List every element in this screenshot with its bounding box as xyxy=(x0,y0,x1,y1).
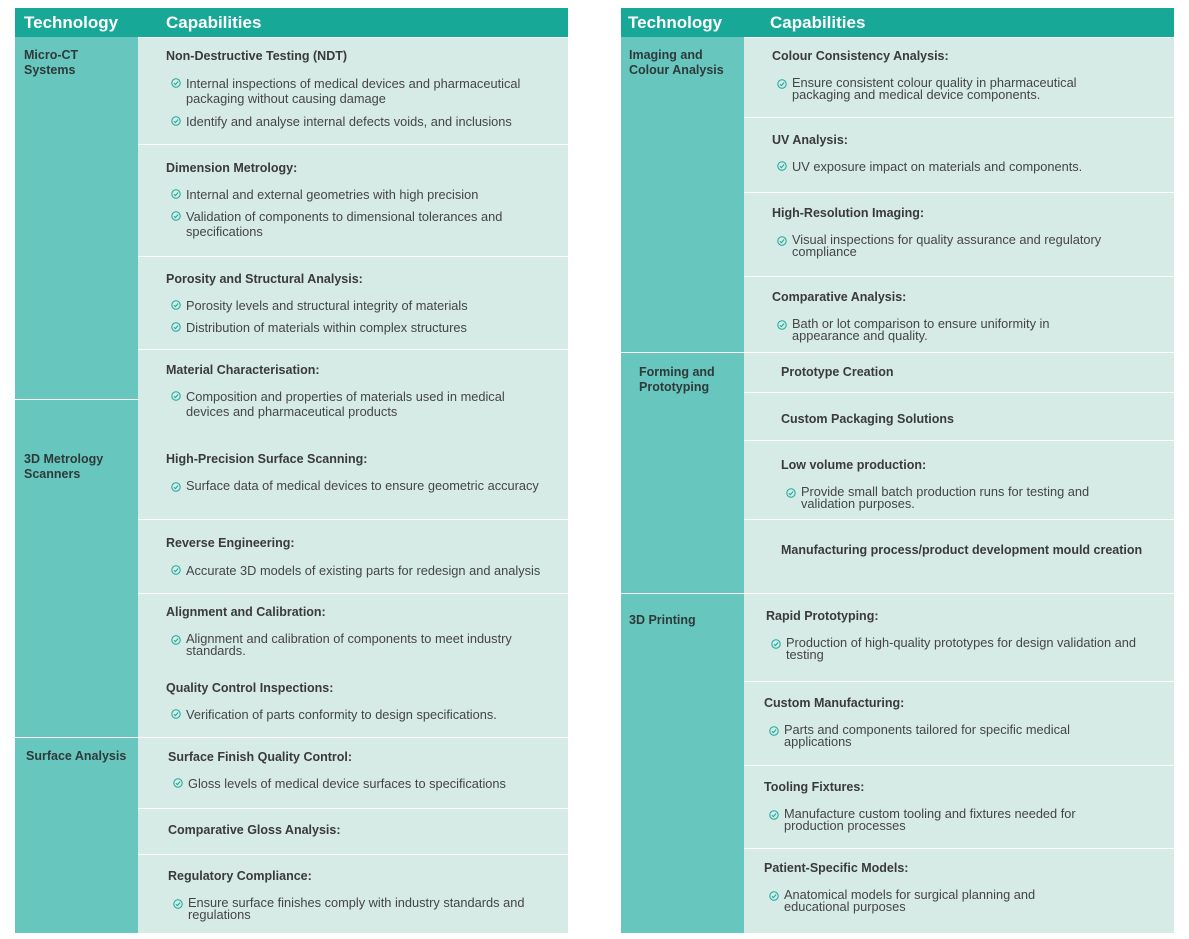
capability-title: Rapid Prototyping: xyxy=(766,609,879,623)
capability-title: Custom Manufacturing: xyxy=(764,696,905,710)
capability-title: High-Precision Surface Scanning: xyxy=(166,452,368,466)
capability-title: Non-Destructive Testing (NDT) xyxy=(166,49,348,63)
check-circle-icon xyxy=(173,778,183,788)
check-circle-icon xyxy=(777,320,787,330)
capability-title: Quality Control Inspections: xyxy=(166,681,334,695)
right-header-capabilities: Capabilities xyxy=(744,8,1174,37)
capability-row xyxy=(138,737,568,808)
technology-label: 3D Metrology Scanners xyxy=(24,452,104,481)
check-circle-icon xyxy=(769,810,779,820)
capability-title: Comparative Analysis: xyxy=(772,290,907,304)
capability-row xyxy=(744,117,1174,192)
capability-bullet: UV exposure impact on materials and components. xyxy=(792,159,1162,174)
capability-title: Manufacturing process/product development mould creation xyxy=(781,543,1143,557)
capability-bullet: Identify and analyse internal defects voids, and inclusions xyxy=(186,114,561,129)
capability-title: Comparative Gloss Analysis: xyxy=(168,823,341,837)
check-circle-icon xyxy=(171,709,181,719)
capability-title: Patient-Specific Models: xyxy=(764,861,909,875)
check-circle-icon xyxy=(771,639,781,649)
check-circle-icon xyxy=(171,322,181,332)
capability-title: Prototype Creation xyxy=(781,365,894,379)
capability-bullet: Anatomical models for surgical planning and educational purposes xyxy=(784,889,1084,912)
check-circle-icon xyxy=(171,189,181,199)
capability-row xyxy=(138,519,568,593)
check-circle-icon xyxy=(171,635,181,645)
technology-label: Imaging and Colour Analysis xyxy=(629,48,724,77)
left-header-capabilities: Capabilities xyxy=(138,8,568,37)
capability-bullet: Production of high-quality prototypes for design validation and testing xyxy=(786,637,1156,660)
capability-title: Reverse Engineering: xyxy=(166,536,295,550)
technology-label: Surface Analysis xyxy=(26,749,127,763)
capability-bullet: Alignment and calibration of components to meet industry standards. xyxy=(186,633,551,656)
capability-bullet: Porosity levels and structural integrity of materials xyxy=(186,298,561,313)
check-circle-icon xyxy=(171,116,181,126)
capability-bullet: Surface data of medical devices to ensure geometric accuracy xyxy=(186,480,541,492)
capability-bullet: Distribution of materials within complex structures xyxy=(186,320,561,335)
capability-bullet: Visual inspections for quality assurance and regulatory compliance xyxy=(792,234,1137,257)
capability-title: Porosity and Structural Analysis: xyxy=(166,272,363,286)
check-circle-icon xyxy=(171,78,181,88)
capability-bullet: Gloss levels of medical device surfaces to specifications xyxy=(188,776,563,791)
check-circle-icon xyxy=(777,79,787,89)
technology-cell-3d-metrology xyxy=(15,400,138,737)
technology-label: 3D Printing xyxy=(629,613,696,627)
check-circle-icon xyxy=(786,488,796,498)
capability-bullet: Parts and components tailored for specific medical applications xyxy=(784,724,1124,747)
technology-cell-imaging xyxy=(621,37,744,352)
technology-cell-surface-analysis xyxy=(15,738,138,933)
check-circle-icon xyxy=(171,300,181,310)
capability-title: Regulatory Compliance: xyxy=(168,869,312,883)
capability-title: UV Analysis: xyxy=(772,133,848,147)
capability-title: Surface Finish Quality Control: xyxy=(168,750,353,764)
capability-bullet: Composition and properties of materials used in medical devices and pharmaceutical products xyxy=(186,389,551,419)
check-circle-icon xyxy=(171,211,181,221)
capability-title: Tooling Fixtures: xyxy=(764,780,865,794)
capability-title: Alignment and Calibration: xyxy=(166,605,326,619)
right-table xyxy=(621,8,1174,933)
capability-bullet: Manufacture custom tooling and fixtures needed for production processes xyxy=(784,808,1124,831)
capability-bullet: Internal and external geometries with high precision xyxy=(186,187,561,202)
capability-bullet: Ensure surface finishes comply with industry standards and regulations xyxy=(188,897,558,920)
capability-bullet: Bath or lot comparison to ensure uniformity in appearance and quality. xyxy=(792,318,1092,341)
right-header-technology: Technology xyxy=(621,8,744,37)
check-circle-icon xyxy=(769,726,779,736)
technology-cell-3d-printing xyxy=(621,594,744,933)
capability-title: Colour Consistency Analysis: xyxy=(772,49,949,63)
technology-cell-micro-ct xyxy=(15,37,138,399)
capability-title: High-Resolution Imaging: xyxy=(772,206,925,220)
check-circle-icon xyxy=(777,236,787,246)
technology-label: Micro-CT Systems xyxy=(24,48,79,77)
check-circle-icon xyxy=(171,391,181,401)
capability-bullet: Validation of components to dimensional tolerances and specifications xyxy=(186,209,546,239)
capability-title: Custom Packaging Solutions xyxy=(781,412,954,426)
capability-title: Dimension Metrology: xyxy=(166,161,298,175)
check-circle-icon xyxy=(769,891,779,901)
check-circle-icon xyxy=(171,565,181,575)
capability-bullet: Verification of parts conformity to design specifications. xyxy=(186,707,561,722)
capability-title: Low volume production: xyxy=(781,458,927,472)
left-table xyxy=(15,8,568,933)
capability-bullet: Provide small batch production runs for testing and validation purposes. xyxy=(801,486,1141,509)
capability-bullet: Internal inspections of medical devices and pharmaceutical packaging without causing damage xyxy=(186,76,561,106)
check-circle-icon xyxy=(171,482,181,492)
capability-bullet: Ensure consistent colour quality in pharmaceutical packaging and medical device components. xyxy=(792,77,1132,100)
technology-label: Forming and Prototyping xyxy=(639,365,715,394)
left-header-technology: Technology xyxy=(15,8,138,37)
check-circle-icon xyxy=(173,899,183,909)
check-circle-icon xyxy=(777,161,787,171)
capability-bullet: Accurate 3D models of existing parts for redesign and analysis xyxy=(186,563,566,578)
capability-title: Material Characterisation: xyxy=(166,363,320,377)
